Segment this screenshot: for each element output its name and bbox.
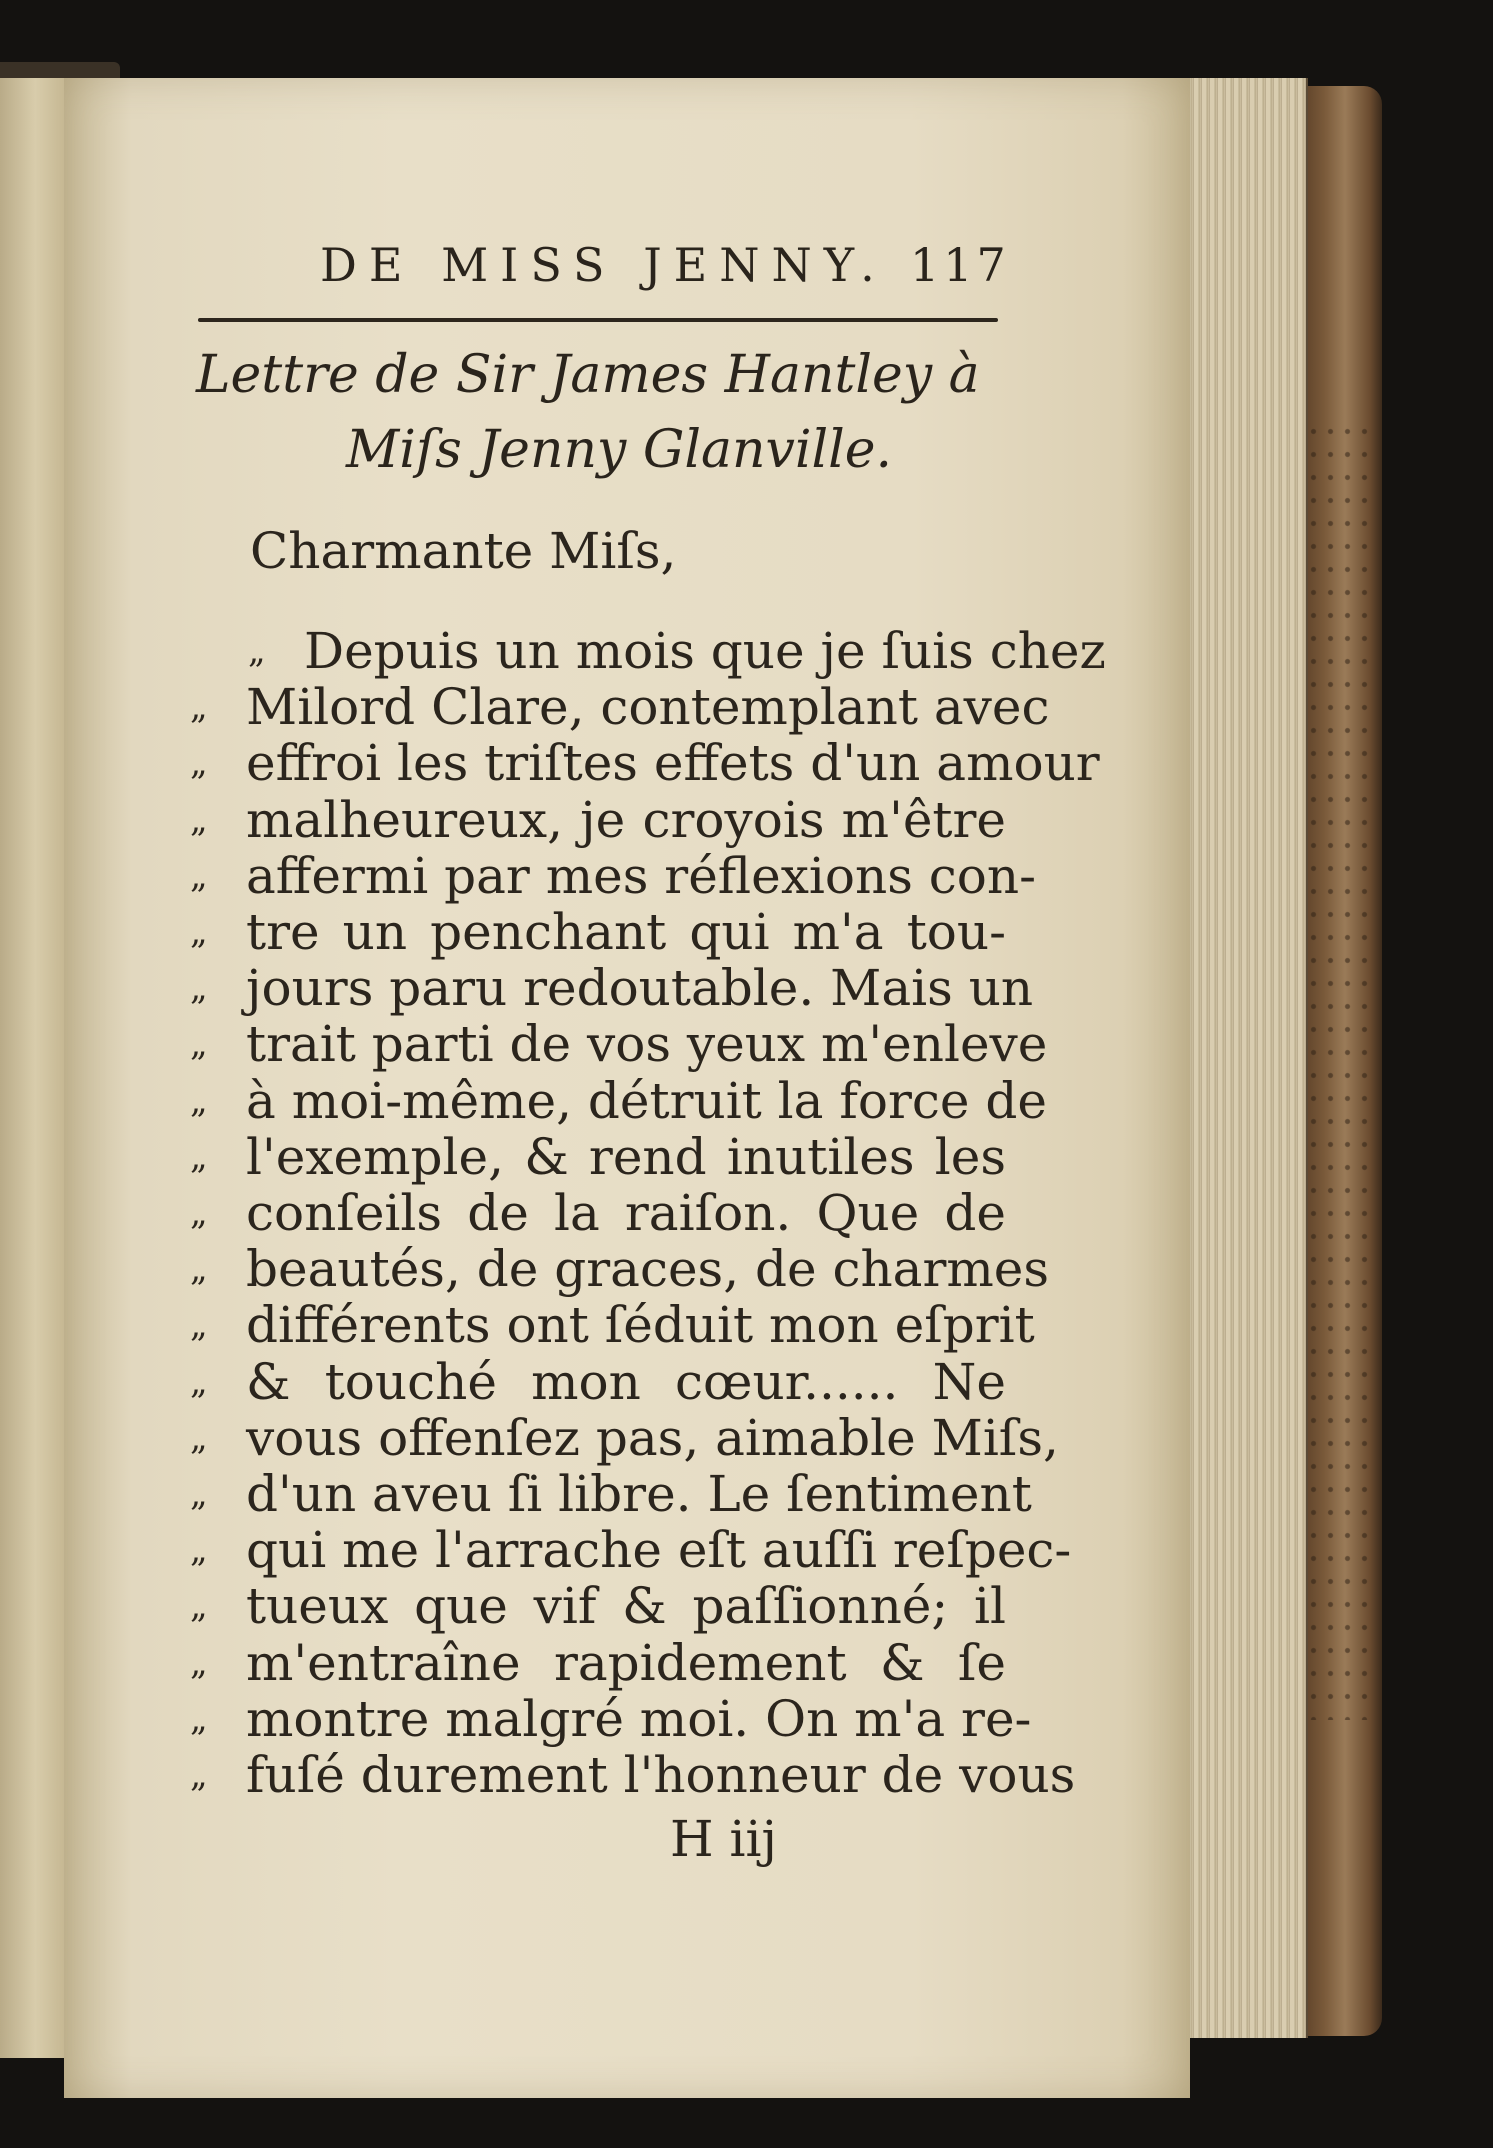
letter-line-text: affermi par mes réflexions con- (246, 846, 1036, 905)
letter-line (190, 1184, 1006, 1242)
letter-line-text: m'entraîne rapidement & ſe (246, 1633, 1006, 1692)
letter-line-text: conſeils de la raiſon. Que de (246, 1184, 1006, 1242)
letter-line-text: malheureux, je croyois m'être (246, 790, 1006, 849)
letter-line (190, 1296, 1035, 1355)
letter-line-text: montre malgré moi. On m'a re- (246, 1689, 1032, 1748)
letter-line (190, 1071, 1047, 1130)
letter-line-text: vous offenſez pas, aimable Miſs, (246, 1408, 1059, 1467)
quote-mark: „ (190, 1024, 208, 1065)
quote-mark: „ (190, 855, 208, 896)
letter-line (190, 1465, 1032, 1523)
quote-mark: „ (190, 1193, 208, 1233)
page-number: 117 (910, 238, 1010, 292)
letter-line (190, 1521, 1072, 1580)
spine-foxing (1305, 420, 1375, 1720)
salutation: Charmante Miſs, (250, 522, 677, 580)
letter-line (190, 959, 1034, 1018)
quote-mark: „ (190, 1642, 208, 1683)
letter-line (190, 846, 1036, 905)
page-edges (1186, 78, 1308, 2038)
letter-title-line-1: Lettre de Sir James Hantley à (196, 345, 980, 405)
letter-line-text: fuſé durement l'honneur de vous (246, 1746, 1076, 1804)
quote-mark: „ (190, 1474, 208, 1514)
letter-line-text: Depuis un mois que je ſuis chez (304, 622, 1106, 680)
letter-line-text: l'exemple, & rend inutiles les (246, 1127, 1006, 1186)
letter-line (190, 1353, 1006, 1411)
letter-line (190, 1128, 1006, 1186)
quote-mark: „ (190, 687, 208, 728)
letter-line-text: différents ont ſéduit mon eſprit (246, 1296, 1035, 1355)
letter-line (248, 622, 1106, 680)
letter-line (190, 1634, 1006, 1692)
letter-line (190, 734, 1100, 793)
letter-line-text: effroi les triſtes effets d'un amour (246, 734, 1100, 793)
letter-line (190, 903, 1006, 961)
letter-line-text: à moi-même, détruit la force de (246, 1071, 1047, 1130)
letter-line-text: jours paru redoutable. Mais un (246, 959, 1034, 1018)
quote-mark: „ (190, 1361, 208, 1402)
letter-line (190, 1408, 1059, 1467)
header-rule (198, 318, 998, 322)
quote-mark: „ (248, 631, 266, 671)
letter-line (190, 1689, 1032, 1748)
running-title: DE MISS JENNY. (320, 238, 887, 292)
letter-line (190, 1240, 1050, 1299)
quote-mark: „ (190, 1530, 208, 1571)
left-facing-page (0, 78, 66, 2058)
quote-mark: „ (190, 1698, 208, 1739)
letter-line-text: tre un penchant qui m'a tou- (246, 903, 1006, 961)
signature-mark: H iij (670, 1810, 777, 1868)
letter-line (190, 791, 1006, 849)
quote-mark: „ (190, 1136, 208, 1177)
letter-line-text: & touché mon cœur...... Ne (246, 1352, 1006, 1411)
quote-mark: „ (190, 1755, 208, 1795)
letter-line-text: trait parti de vos yeux m'enleve (246, 1015, 1048, 1074)
letter-line (190, 1746, 1076, 1804)
letter-line-text: d'un aveu ſi libre. Le ſentiment (246, 1465, 1032, 1523)
quote-mark: „ (190, 1586, 208, 1627)
letter-line (190, 678, 1050, 737)
letter-title-line-2: Miſs Jenny Glanville. (346, 420, 893, 480)
quote-mark: „ (190, 1249, 208, 1290)
letter-line (190, 1015, 1048, 1074)
letter-line (190, 1577, 1006, 1635)
quote-mark: „ (190, 1080, 208, 1121)
letter-line-text: qui me l'arrache eſt auſſi reſpec- (246, 1521, 1072, 1580)
quote-mark: „ (190, 968, 208, 1009)
letter-line-text: Milord Clare, contemplant avec (246, 678, 1050, 737)
letter-line-text: beautés, de graces, de charmes (246, 1240, 1050, 1299)
letter-line-text: tueux que vif & paſſionné; il (246, 1577, 1006, 1636)
quote-mark: „ (190, 1417, 208, 1458)
quote-mark: „ (190, 912, 208, 952)
quote-mark: „ (190, 1305, 208, 1346)
quote-mark: „ (190, 799, 208, 840)
quote-mark: „ (190, 743, 208, 784)
